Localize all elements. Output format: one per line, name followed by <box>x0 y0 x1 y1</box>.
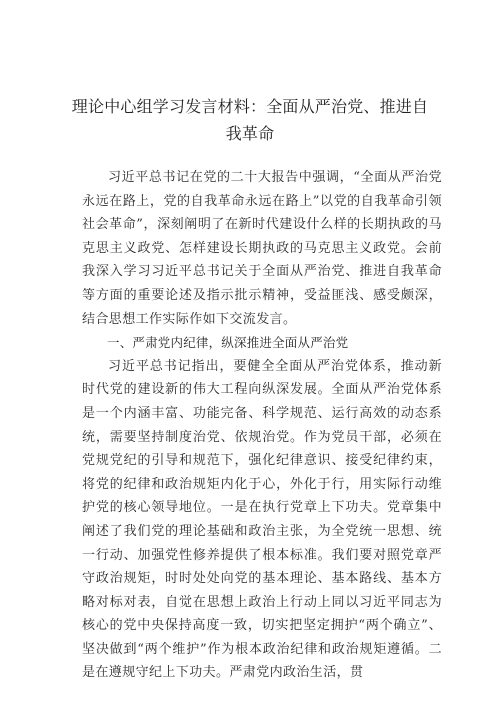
document-body <box>82 166 442 685</box>
section-paragraph: 习近平总书记指出，要健全全面从严治党体系，推动新时代党的建设新的伟大工程向纵深发展。全面从严治党体系是一个内涵丰富、功能完备、科学规范、运行高效的动态系统，需要坚持制度治党、依规治党。作为党员干部，必须在党规党纪的引导和规范下，强化纪律意识、接受纪律约束，将党的纪律和政治规矩内化于心，外化于行，用实际行动维护党的核心领导地位。一是在执行党章上下功夫。党章集中阐述了我们党的理论基础和政治主张，为全党统一思想、统一行动、加强党性修养提供了根本标准。我们要对照党章严守政治规矩，时时处处向党的基本理论、基本路线、基本方略对标对表，自觉在思想上政治上行动上同以习近平同志为核心的党中央保持高度一致，切实把坚定拥护“两个确立”、坚决做到“两个维护”作为根本政治纪律和政治规矩遵循。二是在遵规守纪上下功夫。严肃党内政治生活，贯 <box>82 358 442 681</box>
intro-paragraph: 习近平总书记在党的二十大报告中强调，“全面从严治党永远在路上，党的自我革命永远在路上”以党的自我革命引领社会革命”，深刻阐明了在新时代建设什么样的长期执政的马克思主义政党、怎样建设长期执政的马克思主义政党。会前我深入学习习近平总书记关于全面从严治党、推进自我革命等方面的重要论述及指示批示精神，受益匪浅、感受颇深，结合思想工作实际作如下交流发言。 <box>82 170 442 327</box>
document-title: 理论中心组学习发言材料：全面从严治党、推进自我革命 <box>71 97 429 143</box>
section-heading: 一、严肃党内纪律，纵深推进全面从严治党 <box>107 335 349 351</box>
